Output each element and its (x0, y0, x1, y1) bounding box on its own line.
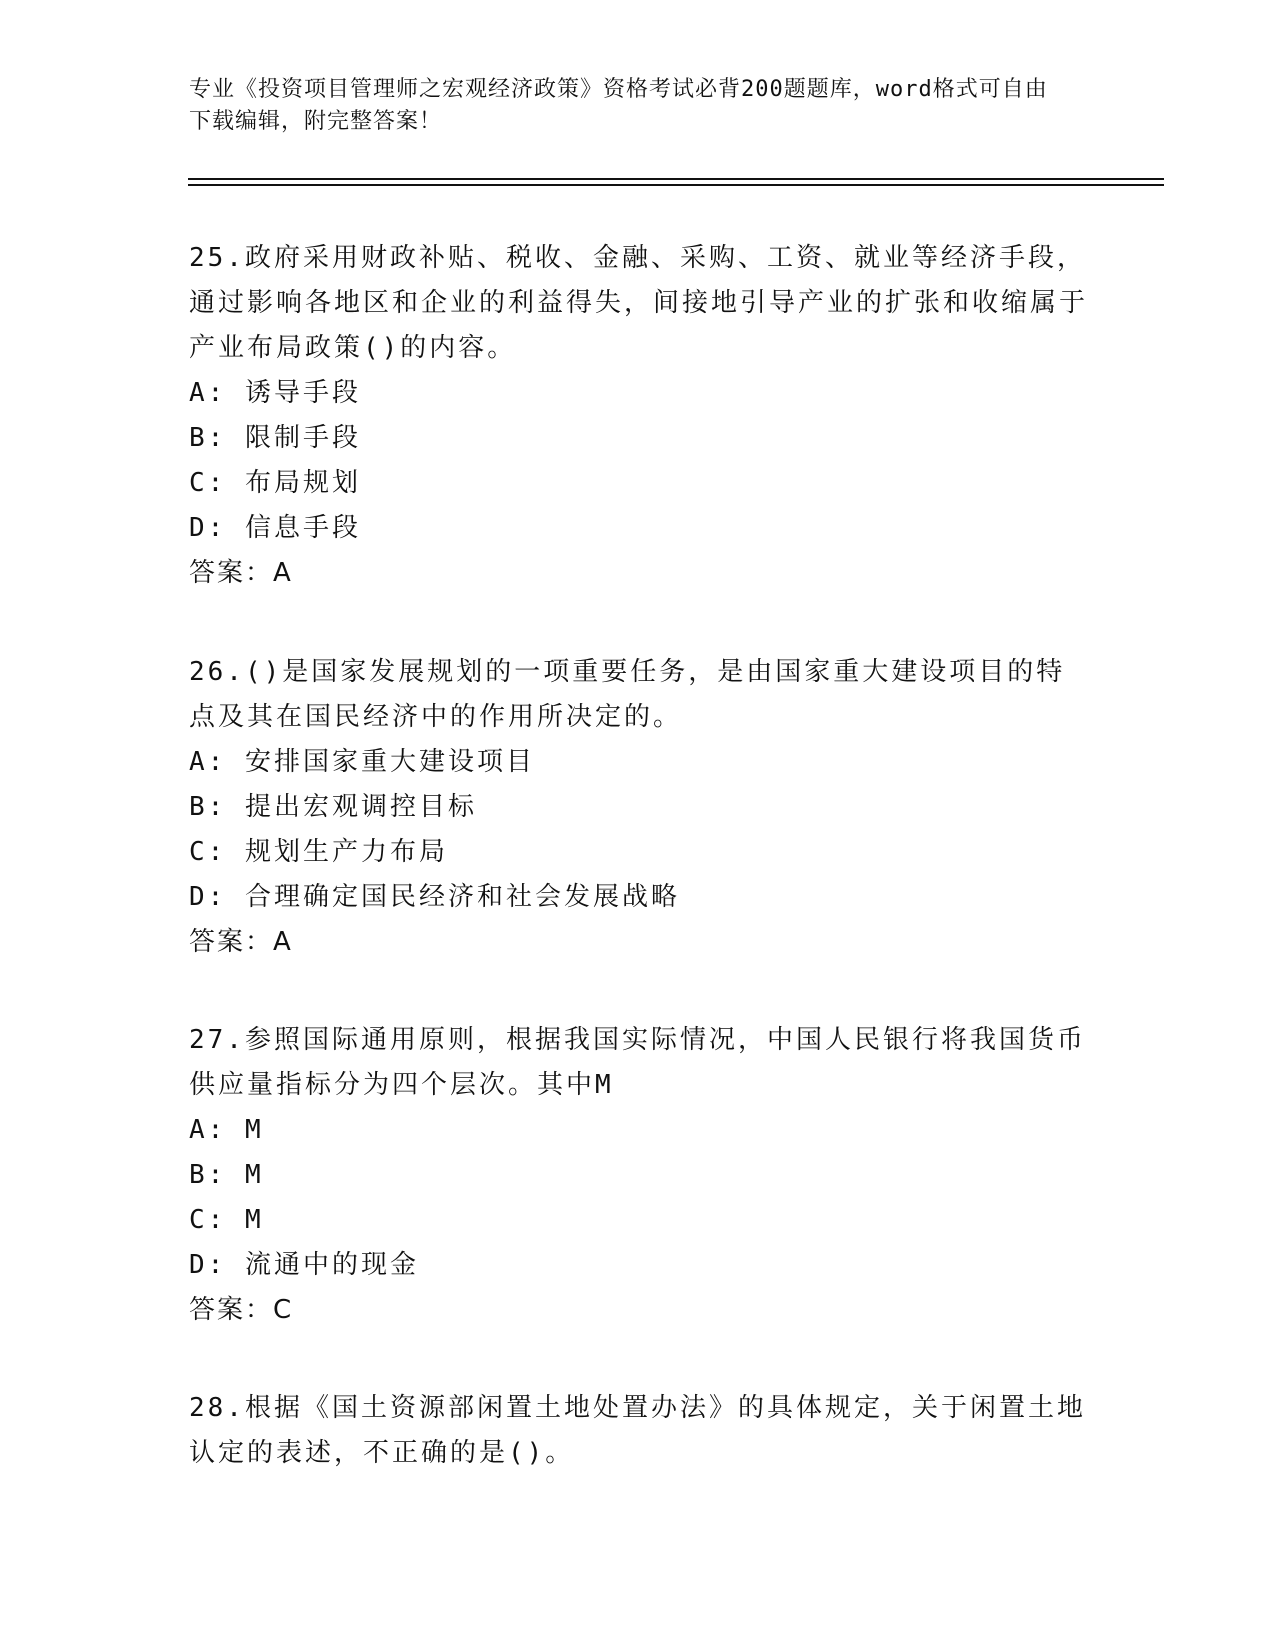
question-text: 26.()是国家发展规划的一项重要任务，是由国家重大建设项目的特点及其在国民经济中的作用所决定的。 (189, 657, 1066, 732)
option-b: B: 提出宏观调控目标 (189, 792, 477, 822)
option-c: C: M (189, 1205, 264, 1235)
answer-line: 答案：A (189, 558, 293, 588)
header-divider-top (188, 178, 1164, 180)
question-28 (189, 1386, 1089, 1476)
option-d: D: 信息手段 (189, 513, 361, 543)
option-b: B: M (189, 1160, 264, 1190)
question-text: 27.参照国际通用原则，根据我国实际情况，中国人民银行将我国货币供应量指标分为四个层次。其中M (189, 1025, 1086, 1100)
document-header (189, 74, 1069, 138)
answer-line: 答案：A (189, 927, 293, 957)
option-a: A: 诱导手段 (189, 378, 361, 408)
option-b: B: 限制手段 (189, 423, 361, 453)
question-25 (189, 236, 1089, 596)
question-26 (189, 650, 1089, 965)
question-27 (189, 1018, 1089, 1333)
option-a: A: M (189, 1115, 264, 1145)
option-d: D: 流通中的现金 (189, 1250, 419, 1280)
question-text: 28.根据《国土资源部闲置土地处置办法》的具体规定，关于闲置土地认定的表述，不正确的是()。 (189, 1393, 1086, 1468)
answer-line: 答案：C (189, 1295, 294, 1325)
option-a: A: 安排国家重大建设项目 (189, 747, 535, 777)
option-d: D: 合理确定国民经济和社会发展战略 (189, 882, 680, 912)
header-intro-text: 专业《投资项目管理师之宏观经济政策》资格考试必背200题题库，word格式可自由下载编辑，附完整答案！ (189, 77, 1048, 134)
header-divider-bottom (188, 184, 1164, 186)
question-text: 25.政府采用财政补贴、税收、金融、采购、工资、就业等经济手段，通过影响各地区和企业的利益得失，间接地引导产业的扩张和收缩属于产业布局政策()的内容。 (189, 243, 1089, 363)
option-c: C: 布局规划 (189, 468, 361, 498)
option-c: C: 规划生产力布局 (189, 837, 448, 867)
